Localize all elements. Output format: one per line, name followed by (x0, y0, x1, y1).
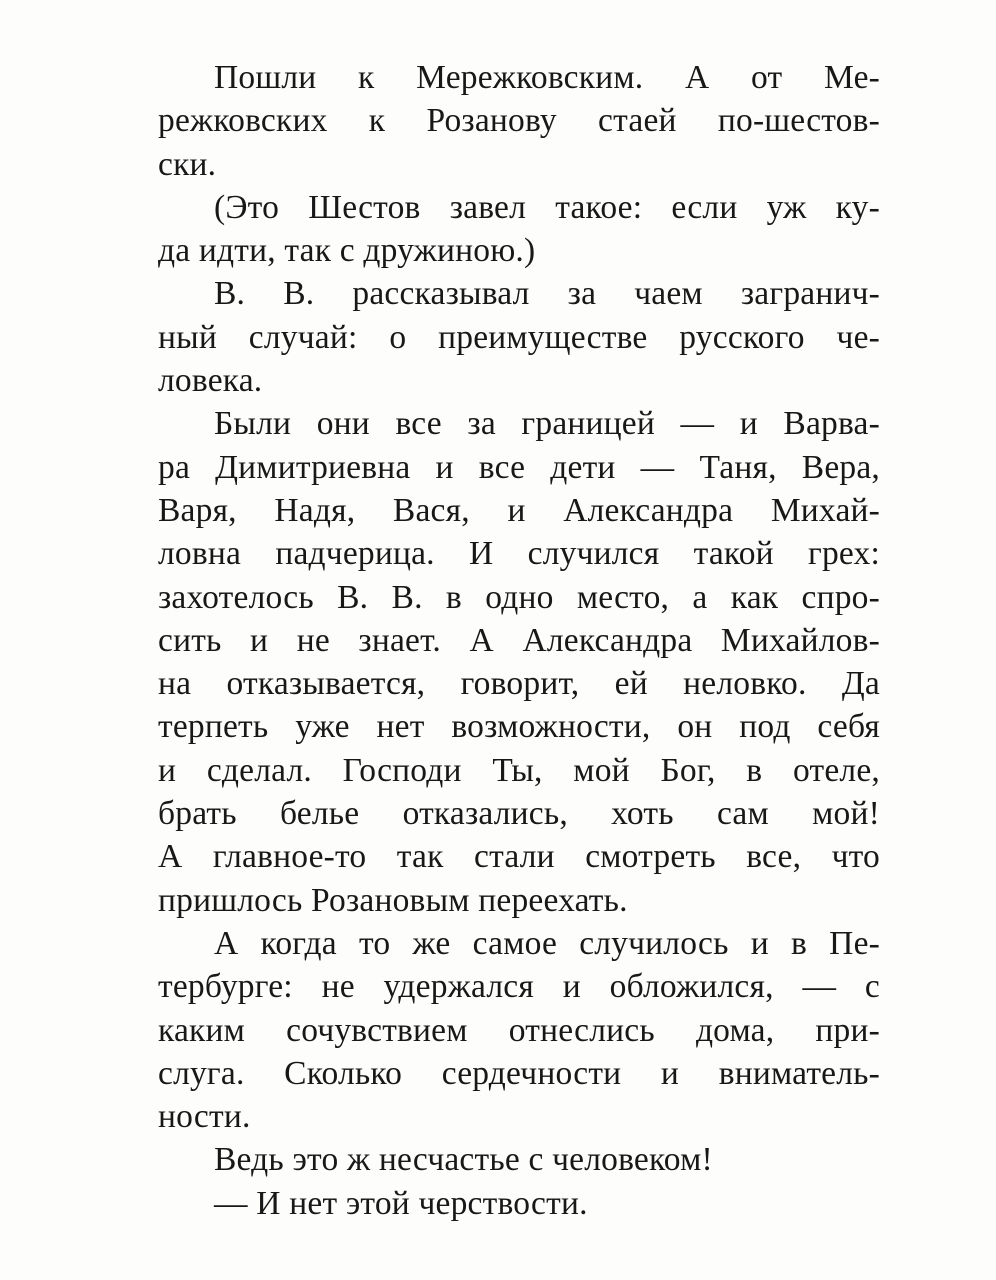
text-line: терпеть уже нет возможности, он под себя (158, 708, 880, 746)
text-line: ловна падчерица. И случился такой грех: (158, 535, 880, 573)
text-line: сить и не знает. А Александра Михайлов- (158, 621, 880, 659)
text-line: режковских к Розанову стаей по-шестов- (158, 102, 880, 140)
text-line: ловека. (158, 362, 263, 400)
text-column (158, 56, 880, 1225)
text-line: пришлось Розановым переехать. (158, 881, 628, 919)
text-line: Были они все за границей — и Варва- (214, 405, 880, 443)
text-line: Пошли к Мережковским. А от Ме- (214, 59, 880, 96)
text-line: и сделал. Господи Ты, мой Бог, в отеле, (158, 751, 880, 789)
text-line: тербурге: не удержался и обложился, — с (158, 968, 880, 1006)
text-line: — И нет этой черствости. (214, 1184, 588, 1222)
text-line: А главное-то так стали смотреть все, что (158, 838, 880, 876)
text-line: А когда то же самое случилось и в Пе- (214, 924, 880, 962)
text-line: ра Димитриевна и все дети — Таня, Вера, (158, 448, 880, 486)
text-line: (Это Шестов завел такое: если уж ку- (214, 188, 880, 226)
text-line: брать белье отказались, хоть сам мой! (158, 795, 880, 833)
text-line: захотелось В. В. в одно место, а как спро- (158, 578, 880, 616)
text-line: каким сочувствием отнеслись дома, при- (158, 1011, 880, 1049)
text-line: Варя, Надя, Вася, и Александра Михай- (158, 491, 880, 529)
text-line: да идти, так с дружиною.) (158, 232, 536, 270)
text-line: на отказывается, говорит, ей неловко. Да (158, 665, 880, 703)
text-line: ный случай: о преимуществе русского че- (158, 318, 880, 356)
text-line: ски. (158, 145, 217, 183)
text-line: слуга. Сколько сердечности и вниматель- (158, 1054, 880, 1092)
text-line: Ведь это ж несчастье с человеком! (214, 1141, 713, 1179)
text-line: ности. (158, 1098, 251, 1136)
text-line: В. В. рассказывал за чаем загранич- (214, 275, 880, 313)
